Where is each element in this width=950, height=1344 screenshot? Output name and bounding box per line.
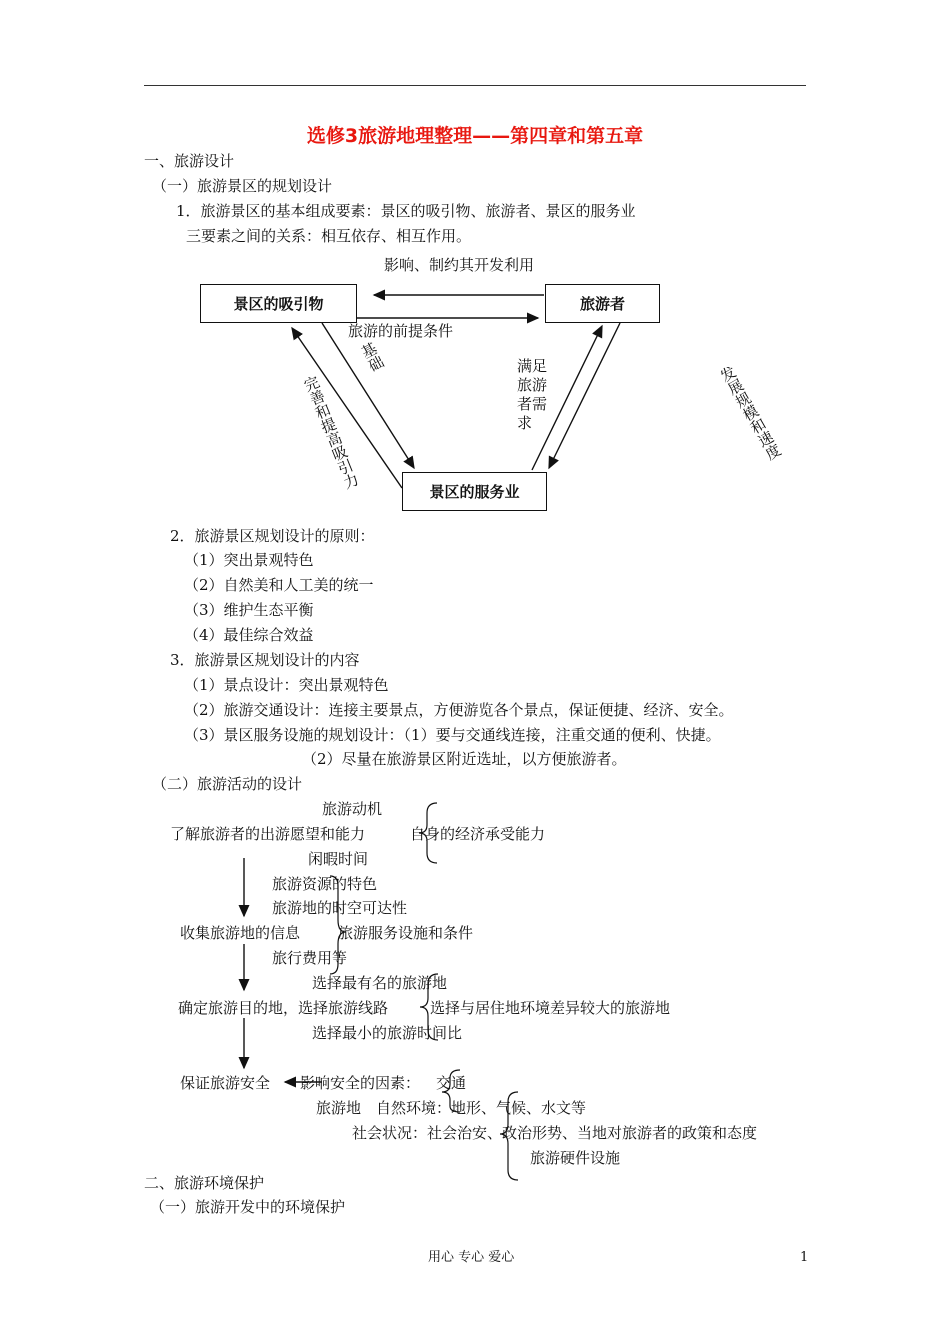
footer-text: 用心 专心 爱心 <box>428 1250 515 1265</box>
section2-sub1-heading: （一）旅游开发中的环境保护 <box>150 1198 346 1216</box>
activity-motive: 旅游动机 <box>322 800 383 818</box>
activity-leisure: 闲暇时间 <box>308 850 369 868</box>
activity-smallest-ratio: 选择最小的旅游时间比 <box>312 1024 463 1042</box>
activity-most-famous: 选择最有名的旅游地 <box>312 974 448 992</box>
section2-heading: 二、旅游环境保护 <box>144 1174 265 1192</box>
box-attraction: 景区的吸引物 <box>200 284 357 323</box>
contents-heading: 3．旅游景区规划设计的内容 <box>170 651 360 669</box>
arrow-tourist-to-service <box>549 323 620 468</box>
label-premise: 旅游的前提条件 <box>348 322 454 340</box>
activity-hardware: 旅游硬件设施 <box>530 1149 621 1167</box>
box-service: 景区的服务业 <box>402 472 547 511</box>
label-improve: 完善和提高吸引力 <box>300 373 362 492</box>
content-item: （2）旅游交通设计：连接主要景点，方便游览各个景点，保证便捷、经济、安全。 <box>184 701 734 719</box>
section1-heading: 一、旅游设计 <box>144 152 235 170</box>
activity-facilities: 旅游服务设施和条件 <box>338 924 474 942</box>
activity-biggest-difference: 选择与居住地环境差异较大的旅游地 <box>430 999 671 1017</box>
principle-item: （4）最佳综合效益 <box>184 626 314 644</box>
principle-item: （1）突出景观特色 <box>184 551 314 569</box>
activity-economic: 自身的经济承受能力 <box>410 825 546 843</box>
activity-social: 社会状况：社会治安、政治形势、当地对旅游者的政策和态度 <box>352 1124 758 1142</box>
activity-destination: 旅游地 <box>316 1099 362 1117</box>
arrow-attraction-to-service <box>322 323 414 468</box>
content-item: （2）尽量在旅游景区附近选址，以方便旅游者。 <box>302 750 627 768</box>
label-influence: 影响、制约其开发利用 <box>384 256 535 274</box>
label-develop: 发展规模和速度 <box>716 363 785 463</box>
content-item: （1）景点设计：突出景观特色 <box>184 676 389 694</box>
principle-item: （3）维护生态平衡 <box>184 601 314 619</box>
activity-traffic: 交通 <box>436 1074 467 1092</box>
item1-relation: 三要素之间的关系：相互依存、相互作用。 <box>186 227 472 245</box>
activity-ensure-safety: 保证旅游安全 <box>180 1074 271 1092</box>
activity-determine: 确定旅游目的地，选择旅游线路 <box>178 999 389 1017</box>
arrow-service-to-attraction <box>292 328 402 488</box>
activity-safety-factors: 影响安全的因素： <box>300 1074 421 1092</box>
activity-resource-features: 旅游资源的特色 <box>272 875 378 893</box>
activity-natural-env: 自然环境：地形、气候、水文等 <box>376 1099 587 1117</box>
activity-travel-cost: 旅行费用等 <box>272 949 348 967</box>
section1-sub1-heading: （一）旅游景区的规划设计 <box>152 177 333 195</box>
activity-accessibility: 旅游地的时空可达性 <box>272 899 408 917</box>
activity-understand: 了解旅游者的出游愿望和能力 <box>170 825 366 843</box>
activity-heading: （二）旅游活动的设计 <box>152 775 303 793</box>
item1-text: 1．旅游景区的基本组成要素：景区的吸引物、旅游者、景区的服务业 <box>176 202 636 220</box>
label-basis: 基础 <box>357 339 387 375</box>
principles-heading: 2．旅游景区规划设计的原则： <box>170 527 375 545</box>
content-item: （3）景区服务设施的规划设计：（1）要与交通线连接，注重交通的便利、快捷。 <box>184 726 721 744</box>
activity-collect: 收集旅游地的信息 <box>180 924 301 942</box>
principle-item: （2）自然美和人工美的统一 <box>184 576 374 594</box>
label-satisfy: 满足旅游者需求 <box>517 357 548 432</box>
page-number: 1 <box>800 1250 809 1265</box>
page-title: 选修3旅游地理整理——第四章和第五章 <box>306 125 644 147</box>
arrow-service-to-tourist <box>532 326 602 470</box>
box-tourist: 旅游者 <box>545 284 660 323</box>
